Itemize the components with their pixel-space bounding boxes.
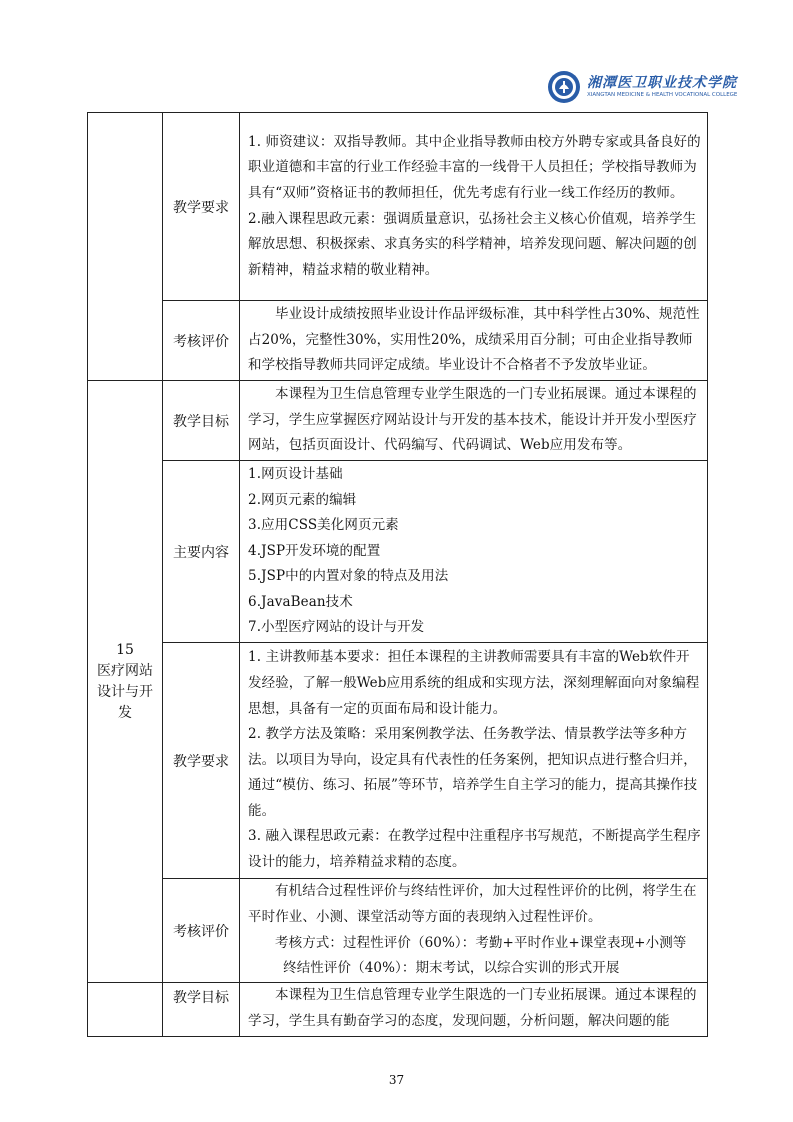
- teach-req-item: 1. 师资建议：双指导教师。其中企业指导教师由校方外聘专家或具备良好的职业道德和丰富的行业工作经验丰富的一线骨干人员担任；学校指导教师为具有“双师”资格证书的教师担任，优先考虑有行业一线工作经历的教师。: [248, 133, 701, 201]
- assess-cell: [240, 879, 708, 983]
- assess-intro: 有机结合过程性评价与终结性评价，加大过程性评价的比例，将学生在平时作业、小测、课堂活动等方面的表现纳入过程性评价。: [248, 883, 697, 925]
- content-item: 3.应用CSS美化网页元素: [248, 517, 399, 534]
- table-row: [88, 461, 708, 643]
- college-name-en: XIANGTAN MEDICINE & HEALTH VOCATIONAL COLLEGE: [587, 92, 738, 98]
- table-row: [88, 983, 708, 1037]
- goal-label: 教学目标: [163, 381, 240, 461]
- goal-cell: [240, 381, 708, 461]
- content-item: 5.JSP中的内置对象的特点及用法: [248, 568, 449, 585]
- course-15-cell: [88, 381, 163, 983]
- req-item: 1. 主讲教师基本要求：担任本课程的主讲教师需要具有丰富的Web软件开发经验，了解一般Web应用系统的组成和实现方法，深刻理解面向对象编程思想，具备有一定的页面布局和设计能力。: [248, 649, 700, 717]
- teach-req-label: 教学要求: [163, 113, 240, 301]
- content-item: 4.JSP开发环境的配置: [248, 542, 381, 559]
- req-cell: [240, 643, 708, 879]
- course-name: 医疗网站设计与开发: [97, 662, 153, 721]
- assess-text: 毕业设计成绩按照毕业设计作品评级标准，其中科学性占30%、规范性占20%，完整性30%，实用性20%，成绩采用百分制；可由企业指导教师和学校指导教师共同评定成绩。毕业设计不合格者不予发放毕业证。: [248, 306, 700, 374]
- table-row: [88, 643, 708, 879]
- req-item: 2. 教学方法及策略：采用案例教学法、任务教学法、情景教学法等多种方法。以项目为导向，设定具有代表性的任务案例，把知识点进行整合归并，通过“模仿、练习、拓展”等环节，培养学生自主学习的能力，提高其操作技能。: [248, 726, 698, 819]
- content-item: 1.网页设计基础: [248, 465, 343, 482]
- content-item: 2.网页元素的编辑: [248, 491, 357, 508]
- college-emblem-icon: [547, 70, 581, 104]
- goal-text: 本课程为卫生信息管理专业学生限选的一门专业拓展课。通过本课程的学习，学生具有勤奋学习的态度，发现问题，分析问题，解决问题的能: [248, 987, 697, 1029]
- assess-label: 考核评价: [163, 879, 240, 983]
- assess-final: 终结性评价（40%）：期末考试，以综合实训的形式开展: [283, 960, 620, 977]
- req-item: 3. 融入课程思政元素：在教学过程中注重程序书写规范，不断提高学生程序设计的能力，培养精益求精的态度。: [248, 828, 701, 871]
- table-row: [88, 301, 708, 381]
- goal-label: 教学目标: [163, 983, 240, 1037]
- teach-req-item: 2.融入课程思政元素：强调质量意识，弘扬社会主义核心价值观，培养学生解放思想、积极探索、求真务实的科学精神，培养发现问题、解决问题的创新精神，精益求精的敬业精神。: [248, 210, 697, 278]
- assess-label: 考核评价: [163, 301, 240, 381]
- content-item: 7.小型医疗网站的设计与开发: [248, 619, 425, 636]
- course-cell-empty: [88, 983, 163, 1037]
- content-label: 主要内容: [163, 461, 240, 643]
- college-logo: [547, 70, 738, 106]
- assess-cell: [240, 301, 708, 381]
- college-name-cn: 湘潭医卫职业技术学院: [587, 75, 737, 91]
- teach-req-cell: [240, 113, 708, 301]
- assess-mode: 考核方式：过程性评价（60%）：考勤+平时作业+课堂表现+小测等: [275, 934, 687, 951]
- course-table: [87, 112, 708, 1037]
- goal-text: 本课程为卫生信息管理专业学生限选的一门专业拓展课。通过本课程的学习，学生应掌握医疗网站设计与开发的基本技术，能设计并开发小型医疗网站，包括页面设计、代码编写、代码调试、Web应用发布等。: [248, 386, 697, 454]
- goal-cell: [240, 983, 708, 1037]
- table-row: [88, 879, 708, 983]
- req-label: 教学要求: [163, 643, 240, 879]
- table-row: [88, 381, 708, 461]
- course-number: 15: [116, 641, 134, 658]
- page-number: 37: [388, 1073, 405, 1087]
- content-cell: [240, 461, 708, 643]
- course-cell-empty: [88, 113, 163, 381]
- content-item: 6.JavaBean技术: [248, 593, 353, 610]
- table-row: [88, 113, 708, 301]
